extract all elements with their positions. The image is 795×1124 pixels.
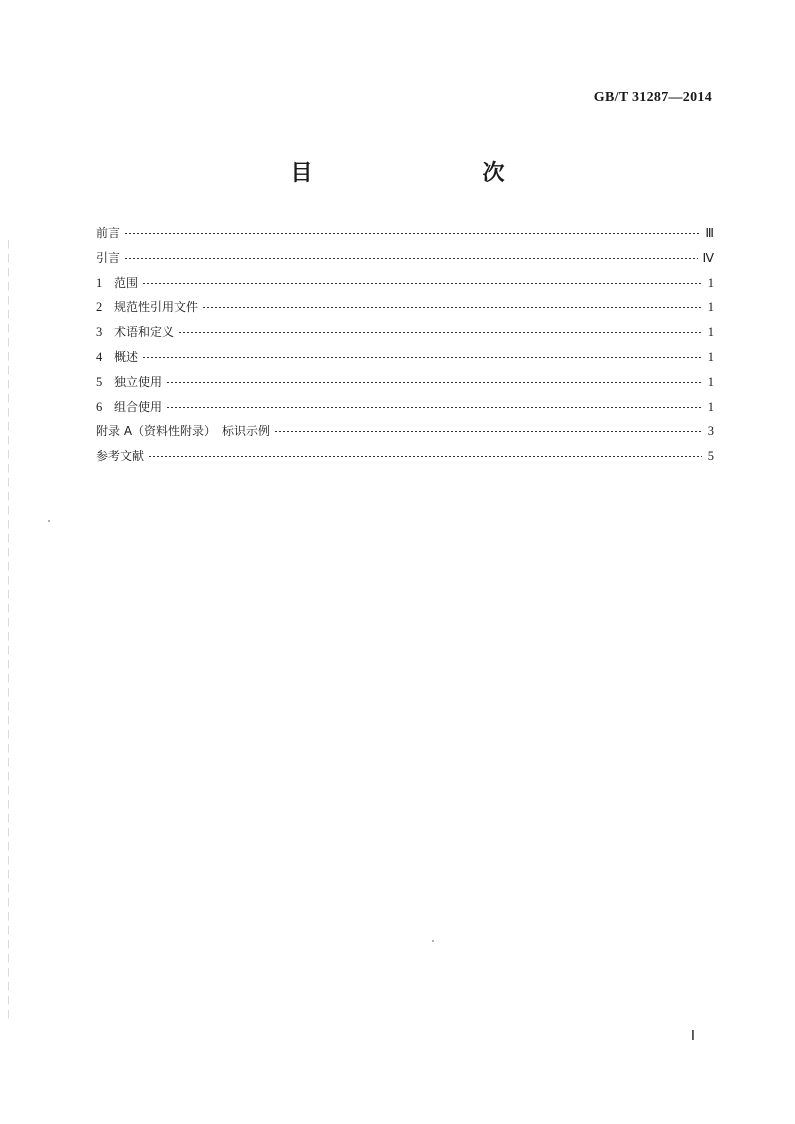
toc-leader-dots	[124, 258, 698, 259]
toc-entry[interactable]	[96, 419, 714, 444]
toc-entry-page: Ⅲ	[705, 226, 714, 240]
toc-entry-number: 2	[96, 300, 103, 315]
toc-entry[interactable]	[96, 271, 714, 296]
toc-entry-page: 3	[707, 424, 714, 439]
toc-entry-label: 概述	[114, 349, 139, 364]
toc-entry-label: 术语和定义	[114, 325, 175, 340]
toc-leader-dots	[142, 283, 702, 284]
toc-leader-dots	[274, 431, 702, 432]
toc-entry[interactable]	[96, 246, 714, 271]
toc-entry[interactable]	[96, 345, 714, 370]
toc-entry[interactable]	[96, 295, 714, 320]
toc-entry[interactable]	[96, 320, 714, 345]
toc-entry-page: 1	[707, 399, 714, 414]
table-of-contents	[96, 221, 714, 469]
toc-entry-page: 1	[707, 300, 714, 315]
page-number: Ⅰ	[690, 1029, 695, 1044]
toc-entry-number: 4	[96, 349, 103, 364]
scan-speck	[432, 940, 434, 942]
toc-entry[interactable]	[96, 370, 714, 395]
toc-entry-number: 3	[96, 325, 103, 340]
toc-entry-label: 引言	[96, 250, 121, 265]
toc-leader-dots	[178, 332, 702, 333]
toc-entry-page: 1	[707, 374, 714, 389]
toc-entry-label: 参考文献	[96, 449, 145, 464]
toc-entry[interactable]	[96, 395, 714, 420]
toc-leader-dots	[202, 307, 702, 308]
toc-entry-label: 组合使用	[114, 399, 163, 414]
toc-entry-label: 附录 A（资料性附录） 标识示例	[96, 424, 271, 439]
toc-leader-dots	[166, 382, 702, 383]
toc-entry-number: 1	[96, 275, 103, 290]
binding-margin-line	[8, 240, 9, 1020]
toc-entry-label: 规范性引用文件	[114, 300, 199, 315]
toc-entry-label: 范围	[114, 275, 139, 290]
toc-leader-dots	[166, 407, 702, 408]
scan-speck	[48, 520, 50, 522]
standard-code: GB/T 31287—2014	[593, 90, 712, 105]
toc-leader-dots	[124, 233, 701, 234]
toc-entry-page: 1	[707, 325, 714, 340]
toc-entry-label: 前言	[96, 226, 121, 240]
toc-entry-number: 5	[96, 374, 103, 389]
toc-entry-page: 5	[707, 449, 714, 464]
toc-entry[interactable]	[96, 444, 714, 469]
toc-entry[interactable]	[96, 221, 714, 246]
toc-entry-number: 6	[96, 399, 103, 414]
toc-entry-page: Ⅳ	[702, 250, 714, 265]
toc-entry-label: 独立使用	[114, 374, 163, 389]
toc-entry-page: 1	[707, 275, 714, 290]
toc-leader-dots	[142, 357, 702, 358]
toc-entry-page: 1	[707, 349, 714, 364]
toc-title: 目 次	[290, 161, 547, 186]
toc-leader-dots	[148, 456, 702, 457]
